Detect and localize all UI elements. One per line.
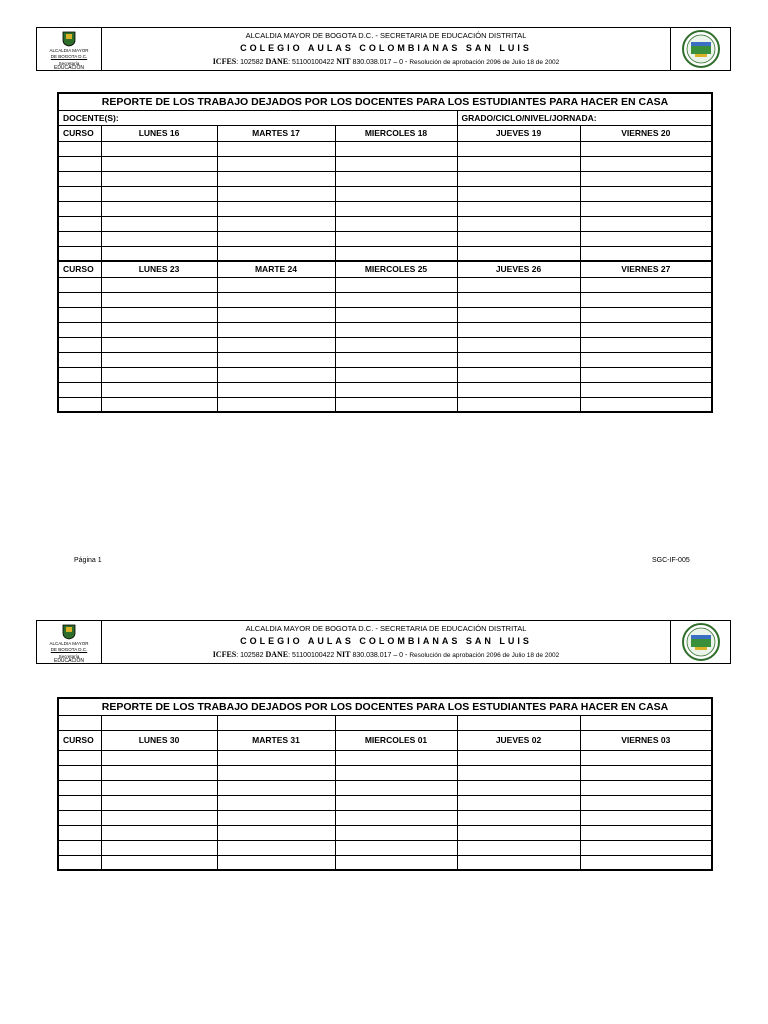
- task-cell[interactable]: [101, 277, 217, 292]
- task-cell[interactable]: [457, 780, 580, 795]
- week2-rows: [58, 277, 712, 412]
- table-row: [58, 246, 712, 261]
- task-cell[interactable]: [335, 337, 457, 352]
- task-cell[interactable]: [335, 382, 457, 397]
- task-cell[interactable]: [101, 780, 217, 795]
- header-line1: ALCALDIA MAYOR DE BOGOTA D.C. - SECRETARIA DE EDUCACIÓN DISTRITAL: [245, 624, 527, 633]
- curso-cell[interactable]: [58, 367, 101, 382]
- curso-cell[interactable]: [58, 382, 101, 397]
- table-row: [58, 825, 712, 840]
- task-cell[interactable]: [580, 171, 712, 186]
- curso-cell[interactable]: [58, 765, 101, 780]
- task-cell[interactable]: [101, 765, 217, 780]
- bogota-logo: [37, 621, 102, 663]
- day-header: VIERNES 20: [580, 125, 712, 141]
- task-cell[interactable]: [101, 367, 217, 382]
- report-table-2: [57, 697, 713, 871]
- school-seal-icon: [671, 28, 731, 70]
- task-cell[interactable]: [580, 246, 712, 261]
- school-seal: [670, 28, 730, 70]
- task-cell[interactable]: [335, 780, 457, 795]
- task-cell[interactable]: [217, 855, 335, 870]
- curso-cell[interactable]: [58, 292, 101, 307]
- week1-rows: [58, 141, 712, 261]
- icfes-label: ICFES: [212, 57, 237, 66]
- school-header: [36, 27, 731, 71]
- day-header: JUEVES 02: [457, 730, 580, 750]
- table-row: [58, 352, 712, 367]
- task-cell[interactable]: [580, 141, 712, 156]
- task-cell[interactable]: [457, 171, 580, 186]
- task-cell[interactable]: [101, 840, 217, 855]
- task-cell[interactable]: [335, 825, 457, 840]
- day-header: MARTES 31: [217, 730, 335, 750]
- task-cell[interactable]: [335, 840, 457, 855]
- curso-cell[interactable]: [58, 855, 101, 870]
- task-cell[interactable]: [101, 186, 217, 201]
- task-cell[interactable]: [335, 201, 457, 216]
- curso-cell[interactable]: [58, 201, 101, 216]
- curso-cell[interactable]: [58, 141, 101, 156]
- table-row: [58, 171, 712, 186]
- task-cell[interactable]: [580, 367, 712, 382]
- header-line3: [102, 57, 670, 66]
- task-cell[interactable]: [335, 156, 457, 171]
- curso-cell[interactable]: [58, 780, 101, 795]
- task-cell[interactable]: [457, 825, 580, 840]
- logo-left-line1: ALCALDIA MAYOR: [49, 48, 89, 53]
- task-cell[interactable]: [580, 780, 712, 795]
- task-cell[interactable]: [217, 246, 335, 261]
- task-cell[interactable]: [101, 322, 217, 337]
- table-row: [58, 750, 712, 765]
- task-cell[interactable]: [335, 171, 457, 186]
- table-row: [58, 307, 712, 322]
- task-cell[interactable]: [457, 397, 580, 412]
- logo-left-line4: EDUCACIÓN: [53, 658, 84, 664]
- resolution: Resolución de aprobación 2096 de Julio 18 de 2002: [409, 652, 560, 659]
- curso-cell[interactable]: [58, 750, 101, 765]
- curso-cell[interactable]: [58, 352, 101, 367]
- bogota-shield-icon: [62, 31, 76, 47]
- curso-cell[interactable]: [58, 322, 101, 337]
- report-title: REPORTE DE LOS TRABAJO DEJADOS POR LOS DOCENTES PARA LOS ESTUDIANTES PARA HACER EN CASA: [58, 93, 712, 110]
- docente-field[interactable]: DOCENTE(S):: [58, 110, 457, 125]
- task-cell[interactable]: [457, 750, 580, 765]
- task-cell[interactable]: [101, 397, 217, 412]
- task-cell[interactable]: [457, 765, 580, 780]
- task-cell[interactable]: [101, 795, 217, 810]
- curso-cell[interactable]: [58, 186, 101, 201]
- curso-cell[interactable]: [58, 156, 101, 171]
- table-row: [58, 855, 712, 870]
- task-cell[interactable]: [217, 186, 335, 201]
- table-row: [58, 231, 712, 246]
- task-cell[interactable]: [217, 750, 335, 765]
- task-cell[interactable]: [101, 750, 217, 765]
- task-cell[interactable]: [101, 337, 217, 352]
- task-cell[interactable]: [457, 292, 580, 307]
- task-cell[interactable]: [457, 840, 580, 855]
- header-line3: [102, 650, 670, 659]
- grado-field[interactable]: GRADO/CICLO/NIVEL/JORNADA:: [457, 110, 712, 125]
- task-cell[interactable]: [457, 352, 580, 367]
- task-cell[interactable]: [580, 277, 712, 292]
- task-cell[interactable]: [335, 322, 457, 337]
- dane-label: DANE: [265, 650, 289, 659]
- task-cell[interactable]: [217, 201, 335, 216]
- table-row: [58, 216, 712, 231]
- task-cell[interactable]: [335, 186, 457, 201]
- nit-label: NIT: [336, 650, 351, 659]
- task-cell[interactable]: [335, 277, 457, 292]
- task-cell[interactable]: [101, 810, 217, 825]
- task-cell[interactable]: [217, 216, 335, 231]
- report-title: REPORTE DE LOS TRABAJO DEJADOS POR LOS DOCENTES PARA LOS ESTUDIANTES PARA HACER EN CASA: [58, 698, 712, 715]
- curso-cell[interactable]: [58, 277, 101, 292]
- dane-label: DANE: [265, 57, 289, 66]
- task-cell[interactable]: [217, 156, 335, 171]
- task-cell[interactable]: [335, 141, 457, 156]
- table-row: [58, 840, 712, 855]
- logo-left-line2: DE BOGOTA D.C.: [50, 54, 88, 59]
- bogota-logo: [37, 28, 102, 70]
- task-cell[interactable]: [217, 795, 335, 810]
- task-cell[interactable]: [580, 855, 712, 870]
- document-code: SGC-IF-005: [652, 557, 690, 564]
- task-cell[interactable]: [101, 201, 217, 216]
- nit-label: NIT: [336, 57, 351, 66]
- task-cell[interactable]: [580, 382, 712, 397]
- task-cell[interactable]: [457, 186, 580, 201]
- task-cell[interactable]: [580, 810, 712, 825]
- task-cell[interactable]: [335, 231, 457, 246]
- task-cell[interactable]: [217, 780, 335, 795]
- dane-value: : 51100100422: [288, 652, 335, 659]
- task-cell[interactable]: [101, 231, 217, 246]
- task-cell[interactable]: [457, 307, 580, 322]
- dane-value: : 51100100422: [288, 59, 335, 66]
- blank-cell[interactable]: [217, 715, 335, 730]
- task-cell[interactable]: [457, 231, 580, 246]
- task-cell[interactable]: [217, 840, 335, 855]
- table-row: [58, 397, 712, 412]
- table-row: [58, 292, 712, 307]
- task-cell[interactable]: [457, 246, 580, 261]
- curso-cell[interactable]: [58, 840, 101, 855]
- task-cell[interactable]: [217, 171, 335, 186]
- task-cell[interactable]: [217, 292, 335, 307]
- task-cell[interactable]: [335, 352, 457, 367]
- school-seal-icon: [671, 621, 731, 663]
- day-header: LUNES 23: [101, 261, 217, 277]
- task-cell[interactable]: [580, 201, 712, 216]
- school-name: COLEGIO AULAS COLOMBIANAS SAN LUIS: [240, 43, 532, 53]
- table-row: [58, 765, 712, 780]
- task-cell[interactable]: [457, 855, 580, 870]
- blank-cell[interactable]: [457, 715, 580, 730]
- curso-cell[interactable]: [58, 825, 101, 840]
- curso-cell[interactable]: [58, 795, 101, 810]
- task-cell[interactable]: [217, 322, 335, 337]
- task-cell[interactable]: [217, 825, 335, 840]
- table-row: [58, 810, 712, 825]
- curso-cell[interactable]: [58, 397, 101, 412]
- task-cell[interactable]: [101, 216, 217, 231]
- task-cell[interactable]: [580, 322, 712, 337]
- task-cell[interactable]: [580, 765, 712, 780]
- task-cell[interactable]: [217, 367, 335, 382]
- task-cell[interactable]: [217, 231, 335, 246]
- task-cell[interactable]: [335, 246, 457, 261]
- task-cell[interactable]: [580, 186, 712, 201]
- task-cell[interactable]: [580, 292, 712, 307]
- blank-cell[interactable]: [335, 715, 457, 730]
- day-header: LUNES 30: [101, 730, 217, 750]
- day-header: MARTE 24: [217, 261, 335, 277]
- task-cell[interactable]: [101, 352, 217, 367]
- task-cell[interactable]: [217, 141, 335, 156]
- task-cell[interactable]: [101, 246, 217, 261]
- icfes-value: : 102582: [236, 652, 264, 659]
- logo-left-line1: ALCALDIA MAYOR: [49, 641, 89, 646]
- task-cell[interactable]: [457, 156, 580, 171]
- task-cell[interactable]: [457, 795, 580, 810]
- day-header: MARTES 17: [217, 125, 335, 141]
- day-header: VIERNES 27: [580, 261, 712, 277]
- day-header: MIERCOLES 18: [335, 125, 457, 141]
- nit-value: 830.038.017 – 0 -: [352, 59, 408, 66]
- task-cell[interactable]: [580, 795, 712, 810]
- table-row: [58, 367, 712, 382]
- task-cell[interactable]: [101, 382, 217, 397]
- task-cell[interactable]: [217, 382, 335, 397]
- task-cell[interactable]: [217, 810, 335, 825]
- curso-cell[interactable]: [58, 307, 101, 322]
- task-cell[interactable]: [580, 156, 712, 171]
- table-row: [58, 795, 712, 810]
- nit-value: 830.038.017 – 0 -: [352, 652, 408, 659]
- blank-cell[interactable]: [580, 715, 712, 730]
- task-cell[interactable]: [101, 855, 217, 870]
- curso-cell[interactable]: [58, 171, 101, 186]
- table-row: [58, 201, 712, 216]
- curso-cell[interactable]: [58, 810, 101, 825]
- task-cell[interactable]: [457, 322, 580, 337]
- day-header: VIERNES 03: [580, 730, 712, 750]
- task-cell[interactable]: [335, 765, 457, 780]
- curso-cell[interactable]: [58, 246, 101, 261]
- task-cell[interactable]: [580, 840, 712, 855]
- task-cell[interactable]: [335, 855, 457, 870]
- table-row: [58, 156, 712, 171]
- task-cell[interactable]: [580, 825, 712, 840]
- day-header: MIERCOLES 01: [335, 730, 457, 750]
- curso-cell[interactable]: [58, 231, 101, 246]
- task-cell[interactable]: [580, 750, 712, 765]
- task-cell[interactable]: [580, 216, 712, 231]
- task-cell[interactable]: [580, 337, 712, 352]
- day-header: JUEVES 26: [457, 261, 580, 277]
- task-cell[interactable]: [335, 810, 457, 825]
- logo-left-line3: Secretaría: [58, 654, 80, 659]
- task-cell[interactable]: [335, 216, 457, 231]
- school-name: COLEGIO AULAS COLOMBIANAS SAN LUIS: [240, 636, 532, 646]
- school-seal: [670, 621, 730, 663]
- task-cell[interactable]: [335, 397, 457, 412]
- task-cell[interactable]: [580, 352, 712, 367]
- blank-cell[interactable]: [58, 715, 101, 730]
- task-cell[interactable]: [457, 337, 580, 352]
- task-cell[interactable]: [101, 156, 217, 171]
- task-cell[interactable]: [335, 307, 457, 322]
- curso-header: CURSO: [58, 730, 101, 750]
- table-row: [58, 780, 712, 795]
- bogota-shield-icon: [62, 624, 76, 640]
- day-header: LUNES 16: [101, 125, 217, 141]
- task-cell[interactable]: [101, 292, 217, 307]
- task-cell[interactable]: [217, 277, 335, 292]
- header-text: [102, 621, 670, 663]
- report-table-1: [57, 92, 713, 413]
- logo-left-line3: Secretaría: [58, 61, 80, 66]
- table-row: [58, 337, 712, 352]
- curso-cell[interactable]: [58, 216, 101, 231]
- table-row: [58, 322, 712, 337]
- task-cell[interactable]: [335, 750, 457, 765]
- task-cell[interactable]: [217, 765, 335, 780]
- blank-cell[interactable]: [101, 715, 217, 730]
- icfes-value: : 102582: [236, 59, 264, 66]
- table-row: [58, 382, 712, 397]
- logo-left-line4: EDUCACIÓN: [53, 65, 84, 71]
- task-cell[interactable]: [101, 171, 217, 186]
- task-cell[interactable]: [217, 307, 335, 322]
- header-line1: ALCALDIA MAYOR DE BOGOTA D.C. - SECRETARIA DE EDUCACIÓN DISTRITAL: [245, 31, 527, 40]
- task-cell[interactable]: [457, 141, 580, 156]
- task-cell[interactable]: [457, 810, 580, 825]
- task-cell[interactable]: [101, 141, 217, 156]
- task-cell[interactable]: [217, 397, 335, 412]
- task-cell[interactable]: [335, 292, 457, 307]
- task-cell[interactable]: [457, 367, 580, 382]
- task-cell[interactable]: [217, 337, 335, 352]
- curso-header: CURSO: [58, 261, 101, 277]
- task-cell[interactable]: [101, 307, 217, 322]
- task-cell[interactable]: [457, 201, 580, 216]
- curso-cell[interactable]: [58, 337, 101, 352]
- task-cell[interactable]: [335, 367, 457, 382]
- resolution: Resolución de aprobación 2096 de Julio 18 de 2002: [409, 59, 560, 66]
- task-cell[interactable]: [457, 382, 580, 397]
- task-cell[interactable]: [101, 825, 217, 840]
- page-number: Página 1: [74, 557, 102, 564]
- week3-rows: [58, 750, 712, 870]
- curso-header: CURSO: [58, 125, 101, 141]
- day-header: MIERCOLES 25: [335, 261, 457, 277]
- table-row: [58, 141, 712, 156]
- table-row: [58, 186, 712, 201]
- task-cell[interactable]: [217, 352, 335, 367]
- table-row: [58, 277, 712, 292]
- icfes-label: ICFES: [212, 650, 237, 659]
- school-header: [36, 620, 731, 664]
- task-cell[interactable]: [457, 277, 580, 292]
- task-cell[interactable]: [335, 795, 457, 810]
- logo-left-line2: DE BOGOTA D.C.: [50, 647, 88, 652]
- task-cell[interactable]: [580, 307, 712, 322]
- header-text: [102, 28, 670, 70]
- task-cell[interactable]: [580, 397, 712, 412]
- day-header: JUEVES 19: [457, 125, 580, 141]
- task-cell[interactable]: [457, 216, 580, 231]
- task-cell[interactable]: [580, 231, 712, 246]
